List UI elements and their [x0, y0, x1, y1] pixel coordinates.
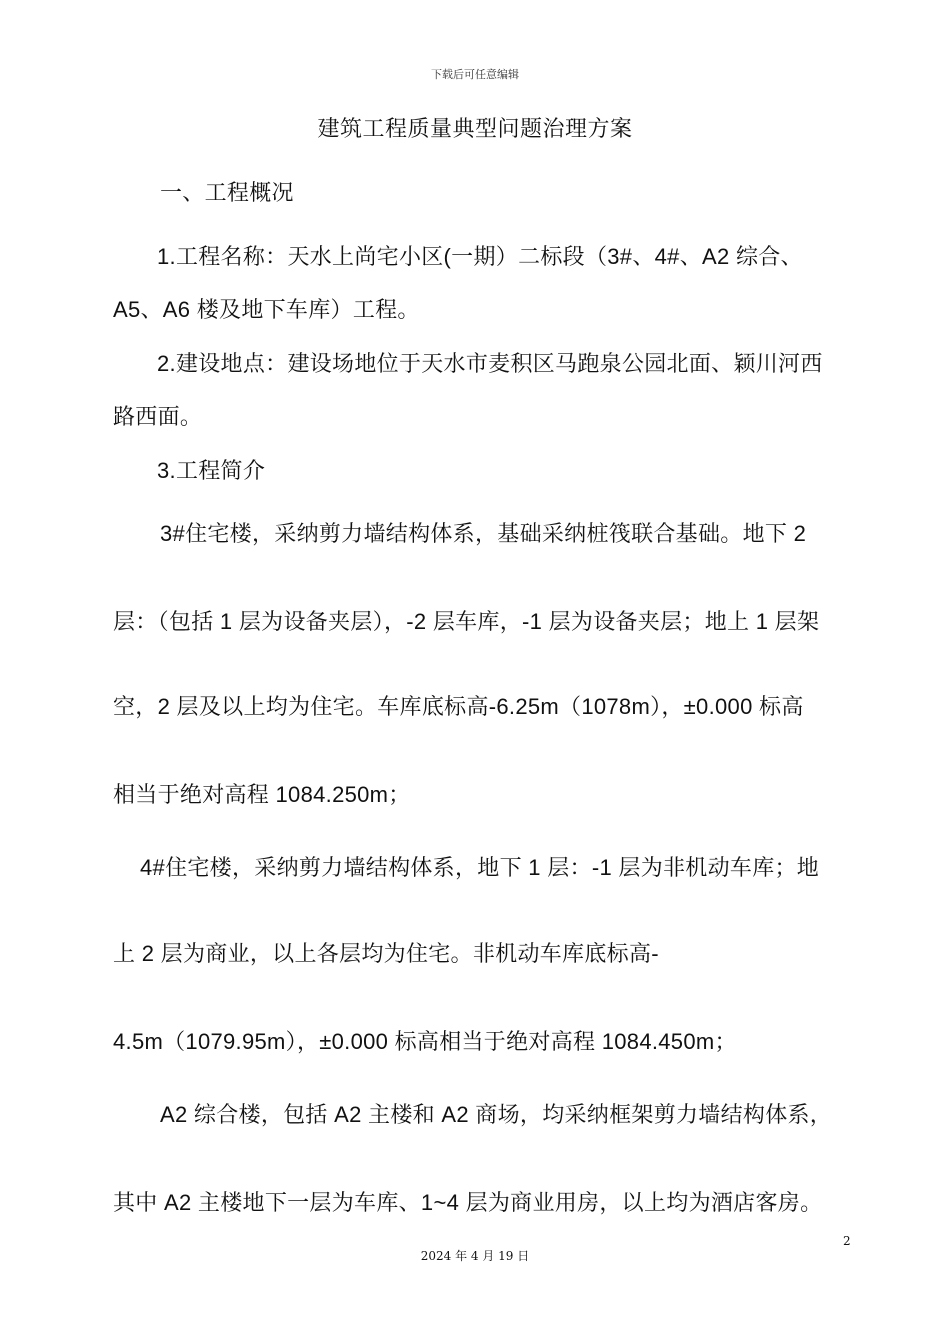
- section-heading: 一、工程概况: [160, 180, 294, 205]
- page-number: 2: [843, 1234, 851, 1248]
- paragraph-line: 1.工程名称：天水上尚宅小区(一期）二标段（3#、4#、A2 综合、: [157, 244, 803, 269]
- paragraph-line: A5、A6 楼及地下车库）工程。: [113, 297, 420, 322]
- subsection-heading: 3.工程简介: [157, 458, 266, 483]
- paragraph-line: 层：（包括 1 层为设备夹层），-2 层车库，-1 层为设备夹层；地上 1 层架: [113, 609, 820, 634]
- paragraph-line: 4.5m（1079.95m），±0.000 标高相当于绝对高程 1084.450m；: [113, 1029, 737, 1054]
- paragraph-line: 4#住宅楼，采纳剪力墙结构体系，地下 1 层：-1 层为非机动车库；地: [140, 855, 820, 880]
- document-title: 建筑工程质量典型问题治理方案: [317, 116, 633, 141]
- paragraph-line: 空，2 层及以上均为住宅。车库底标高-6.25m（1078m），±0.000 标高: [113, 694, 804, 719]
- paragraph-line: 其中 A2 主楼地下一层为车库、1~4 层为商业用房，以上均为酒店客房。: [113, 1190, 823, 1215]
- header-note: 下载后可任意编辑: [431, 68, 519, 81]
- paragraph-line: 上 2 层为商业，以上各层均为住宅。非机动车库底标高-: [113, 941, 659, 966]
- paragraph-line: 相当于绝对高程 1084.250m；: [113, 782, 411, 807]
- paragraph-line: 路西面。: [113, 404, 203, 429]
- paragraph-line: 2.建设地点：建设场地位于天水市麦积区马跑泉公园北面、颖川河西: [157, 351, 823, 376]
- paragraph-line: 3#住宅楼，采纳剪力墙结构体系，基础采纳桩筏联合基础。地下 2: [160, 521, 807, 546]
- footer-date: 2024 年 4 月 19 日: [420, 1249, 530, 1263]
- paragraph-line: A2 综合楼，包括 A2 主楼和 A2 商场，均采纳框架剪力墙结构体系，: [160, 1102, 833, 1127]
